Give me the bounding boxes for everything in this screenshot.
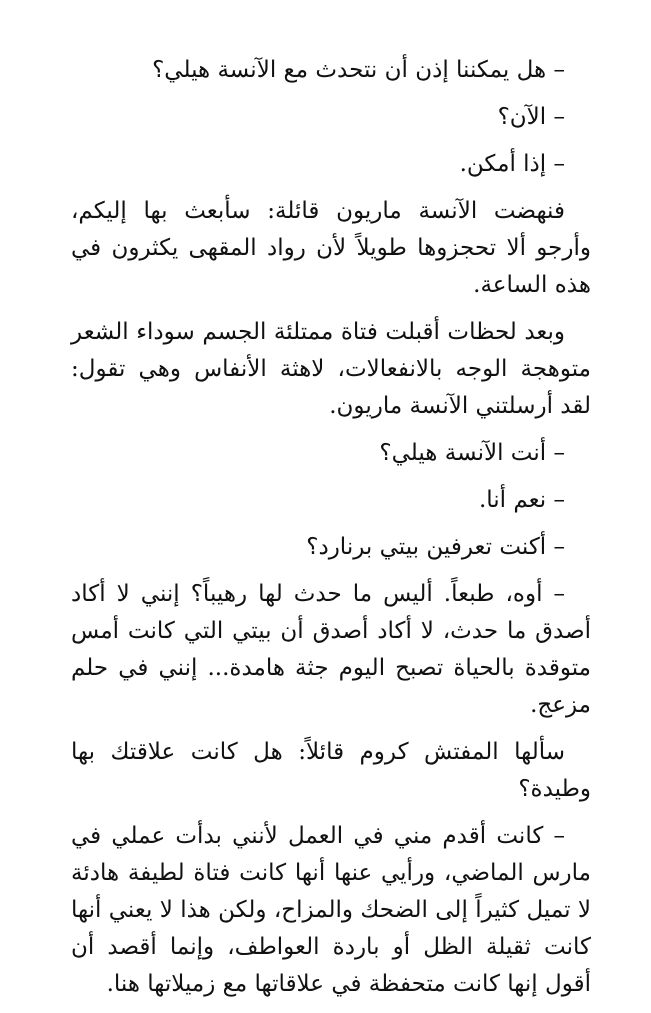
narration-paragraph: وبعد لحظات أقبلت فتاة ممتلئة الجسم سوداء الشعر متوهجة الوجه بالانفعالات، لاهثة الأنفاس وهي تقول: لقد أرسلتني الآنسة ماريون. (71, 319, 591, 419)
book-page (71, 52, 591, 1013)
dialogue-line: – أنت الآنسة هيلي؟ (379, 440, 565, 466)
dialogue-line: – إذا أمكن. (459, 151, 565, 177)
narration-paragraph: فنهضت الآنسة ماريون قائلة: سأبعث بها إليكم، وأرجو ألا تحجزوها طويلاً لأن رواد المقهى يكثرون في هذه الساعة. (71, 198, 591, 298)
dialogue-line: – نعم أنا. (478, 487, 565, 513)
dialogue-paragraph: – أوه، طبعاً. أليس ما حدث لها رهيباً؟ إنني لا أكاد أصدق ما حدث، لا أكاد أصدق أن بيتي التي كانت أمس متوقدة بالحياة تصبح اليوم جثة هامدة... إنني في حلم مزعج. (71, 581, 591, 718)
narration-paragraph: سألها المفتش كروم قائلاً: هل كانت علاقتك بها وطيدة؟ (71, 739, 591, 802)
dialogue-line: – هل يمكننا إذن أن نتحدث مع الآنسة هيلي؟ (152, 57, 565, 83)
dialogue-paragraph: – كانت أقدم مني في العمل لأنني بدأت عملي في مارس الماضي، ورأيي عنها أنها كانت فتاة لطيفة هادئة لا تميل كثيراً إلى الضحك والمزاح، ولكن هذا لا يعني أنها كانت ثقيلة الظل أو باردة العواطف، وإنما أقصد أن أقول إنها كانت متحفظة في علاقاتها مع زميلاتها هنا. (71, 823, 591, 997)
dialogue-line: – الآن؟ (497, 104, 565, 130)
dialogue-line: – أكنت تعرفين بيتي برنارد؟ (306, 534, 565, 560)
